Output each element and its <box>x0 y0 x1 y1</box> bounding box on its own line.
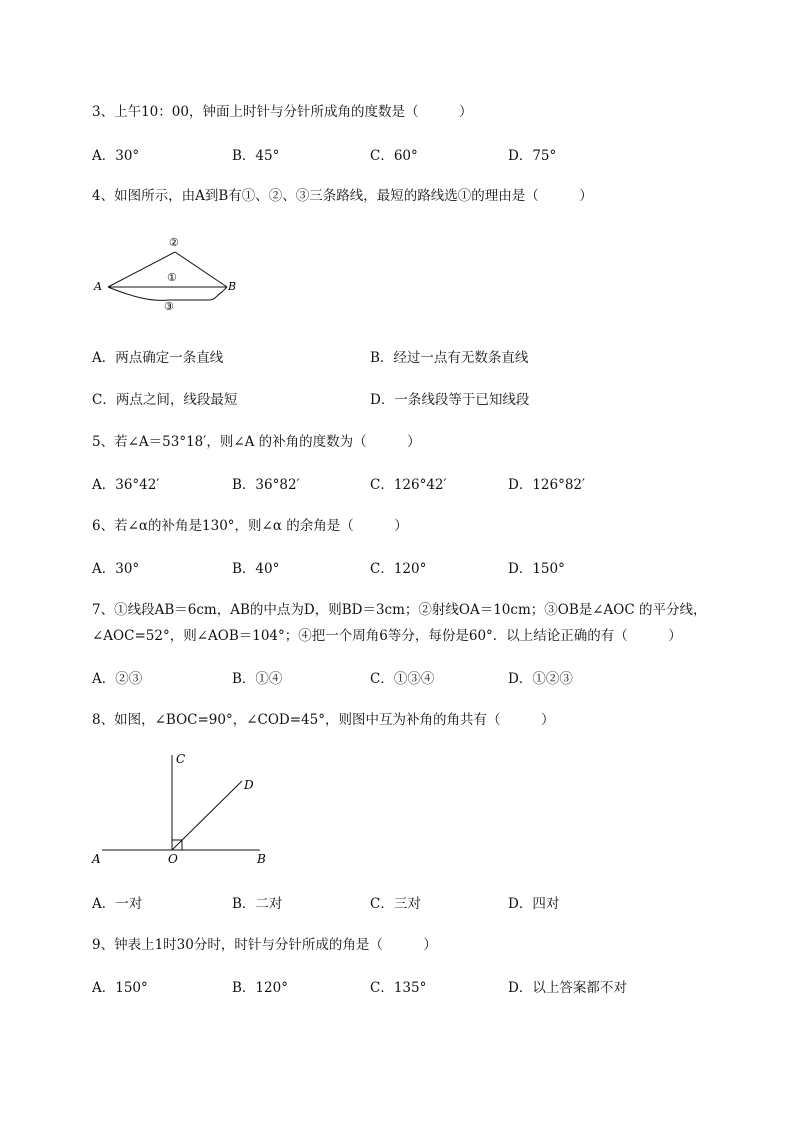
q8-angle-figure <box>90 745 280 870</box>
route-2-left-line <box>108 252 175 287</box>
q3-stem: 3、上午10：00，钟面上时针与分针所成角的度数是（ ） <box>92 104 473 120</box>
route-3-curve <box>108 287 227 300</box>
q3-option-b: B．45° <box>232 148 280 164</box>
q9-option-d: D．以上答案都不对 <box>508 980 627 996</box>
route-2-label: ② <box>169 236 179 249</box>
q9-option-b: B．120° <box>232 980 288 996</box>
q4-option-b: B．经过一点有无数条直线 <box>370 350 529 366</box>
q4-route-figure <box>90 230 250 320</box>
point-a-label: A <box>94 280 102 293</box>
q3-option-c: C．60° <box>370 148 418 164</box>
q6-option-b: B．40° <box>232 561 280 577</box>
q5-option-b: B．36°82′ <box>232 477 300 493</box>
q5-option-d: D．126°82′ <box>508 477 586 493</box>
q9-option-c: C．135° <box>370 980 427 996</box>
q3-option-d: D．75° <box>508 148 557 164</box>
route-3-label: ③ <box>164 300 174 313</box>
q8-option-b: B．二对 <box>232 896 283 912</box>
point-d-label: D <box>244 778 254 792</box>
q5-option-c: C．126°42′ <box>370 477 447 493</box>
q7-stem-line1: 7、①线段AB＝6cm，AB的中点为D，则BD＝3cm；②射线OA＝10cm；③OB是∠AOC 的平分线， <box>92 602 707 618</box>
point-o-label: O <box>168 852 178 866</box>
q8-option-c: C．三对 <box>370 896 421 912</box>
q7-option-b: B．①④ <box>232 671 283 687</box>
q4-option-d: D．一条线段等于已知线段 <box>370 392 530 408</box>
q6-option-c: C．120° <box>370 561 427 577</box>
q8-stem: 8、如图，∠BOC=90°，∠COD=45°，则图中互为补角的角共有（ ） <box>92 712 555 728</box>
q6-stem: 6、若∠α的补角是130°，则∠α 的余角是（ ） <box>92 518 408 534</box>
q4-stem: 4、如图所示，由A到B有①、②、③三条路线，最短的路线选①的理由是（ ） <box>92 188 593 204</box>
q5-option-a: A．36°42′ <box>92 477 160 493</box>
route-1-label: ① <box>167 271 177 284</box>
q5-stem: 5、若∠A＝53°18′，则∠A 的补角的度数为（ ） <box>92 434 421 450</box>
q4-option-c: C．两点之间，线段最短 <box>92 392 238 408</box>
point-c-label: C <box>176 752 186 766</box>
point-a-label: A <box>92 852 101 866</box>
q7-option-d: D．①②③ <box>508 671 573 687</box>
q8-option-a: A．一对 <box>92 896 143 912</box>
route-2-right-line <box>175 252 227 287</box>
q7-option-c: C．①③④ <box>370 671 435 687</box>
q9-option-a: A．150° <box>92 980 148 996</box>
q6-option-a: A．30° <box>92 561 140 577</box>
q9-stem: 9、钟表上1时30分时，时针与分针所成的角是（ ） <box>92 937 437 953</box>
q4-option-a: A．两点确定一条直线 <box>92 350 224 366</box>
q7-stem-line2: ∠AOC=52°，则∠AOB＝104°；④把一个周角6等分，每份是60°．以上结论正确的有（ ） <box>92 628 682 644</box>
point-b-label: B <box>257 852 266 866</box>
q7-option-a: A．②③ <box>92 671 143 687</box>
q8-option-d: D．四对 <box>508 896 560 912</box>
point-b-label: B <box>228 280 237 293</box>
q6-option-d: D．150° <box>508 561 565 577</box>
q3-option-a: A．30° <box>92 148 140 164</box>
